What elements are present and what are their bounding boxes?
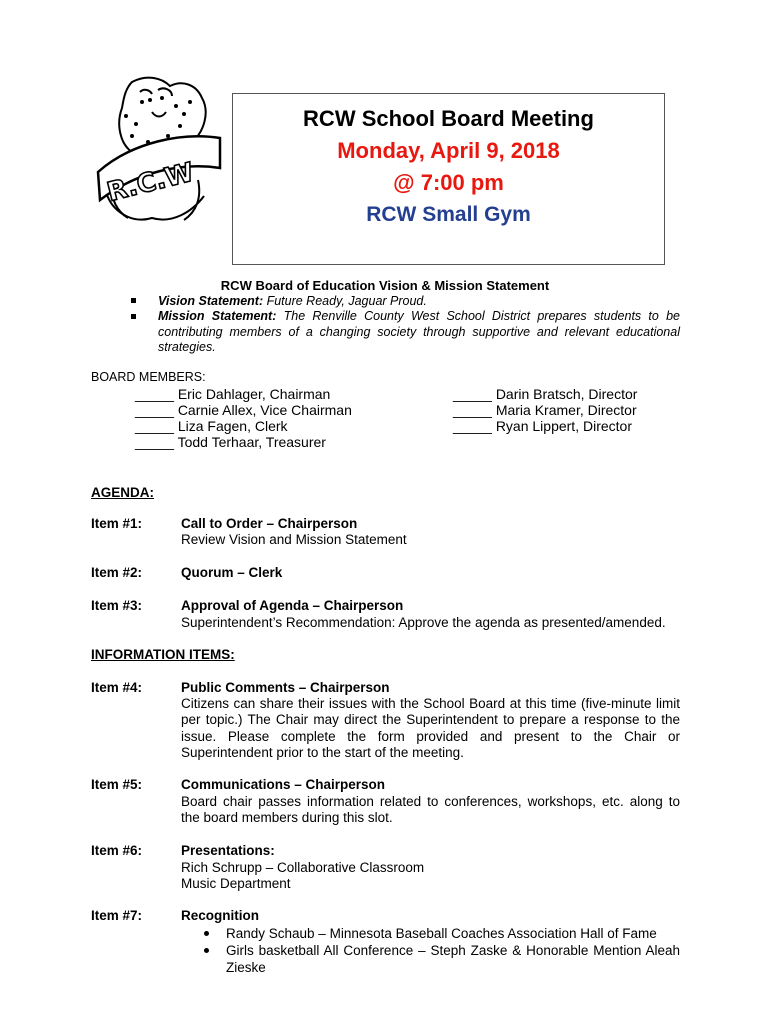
square-bullet-icon [131,298,136,303]
information-items-heading: INFORMATION ITEMS: [91,647,235,662]
meeting-location: RCW Small Gym [366,203,531,226]
bullet-icon [204,948,209,953]
square-bullet-icon [131,314,136,319]
item-title: Call to Order – Chairperson [181,516,358,531]
board-member: _____ Darin Bratsch, Director [453,386,638,402]
recognition-item: Girls basketball All Conference – Steph Zaske & Honorable Mention Aleah Zieske [226,943,680,975]
meeting-title: RCW School Board Meeting [303,106,594,131]
item-title: Presentations: [181,843,275,858]
item-number: Item #6: [91,843,143,858]
item-description: Music Department [181,876,291,891]
meeting-date: Monday, April 9, 2018 [337,138,560,163]
logo-text: R.C.W [104,157,197,208]
item-description: Citizens can share their issues with the School Board at this time (five-minute limit per topic.) The Chair may direct the Superintendent to prepare a response to the issue. Please complete the form provided and present to the Chair or Superintendent prior to the start of the meeting. [181,696,680,760]
item-description: Review Vision and Mission Statement [181,532,407,547]
rcw-jaguar-logo [92,72,222,232]
meeting-time: @ 7:00 pm [393,170,504,195]
item-title: Quorum – Clerk [181,565,283,580]
title-box [232,93,665,265]
board-member: _____ Maria Kramer, Director [453,402,637,418]
mission-statement: Mission Statement: The Renville County West School District prepares students to be contributing members of a changing society through supportive and relevant educational strategies. [158,309,680,354]
item-number: Item #7: [91,908,143,923]
agenda-heading: AGENDA: [91,485,154,500]
item-number: Item #5: [91,777,143,792]
board-member: _____ Todd Terhaar, Treasurer [135,434,326,450]
item-title: Public Comments – Chairperson [181,680,390,695]
item-number: Item #1: [91,516,143,531]
board-member: _____ Carnie Allex, Vice Chairman [135,402,352,418]
board-member: _____ Ryan Lippert, Director [453,418,632,434]
board-members-label: BOARD MEMBERS: [91,370,206,384]
board-member: _____ Liza Fagen, Clerk [135,418,288,434]
item-title: Communications – Chairperson [181,777,386,792]
vision-statement: Vision Statement: Future Ready, Jaguar Proud. [158,294,427,308]
item-description: Superintendent’s Recommendation: Approve the agenda as presented/amended. [181,615,666,630]
item-number: Item #3: [91,598,143,613]
item-title: Approval of Agenda – Chairperson [181,598,404,613]
recognition-item: Randy Schaub – Minnesota Baseball Coaches Association Hall of Fame [226,926,657,941]
item-number: Item #2: [91,565,143,580]
item-title: Recognition [181,908,259,923]
board-member: _____ Eric Dahlager, Chairman [135,386,331,402]
item-description: Rich Schrupp – Collaborative Classroom [181,860,425,875]
vision-mission-heading: RCW Board of Education Vision & Mission Statement [220,278,550,293]
item-number: Item #4: [91,680,143,695]
bullet-icon [204,931,209,936]
item-description: Board chair passes information related to conferences, workshops, etc. along to the board members during this slot. [181,794,680,826]
